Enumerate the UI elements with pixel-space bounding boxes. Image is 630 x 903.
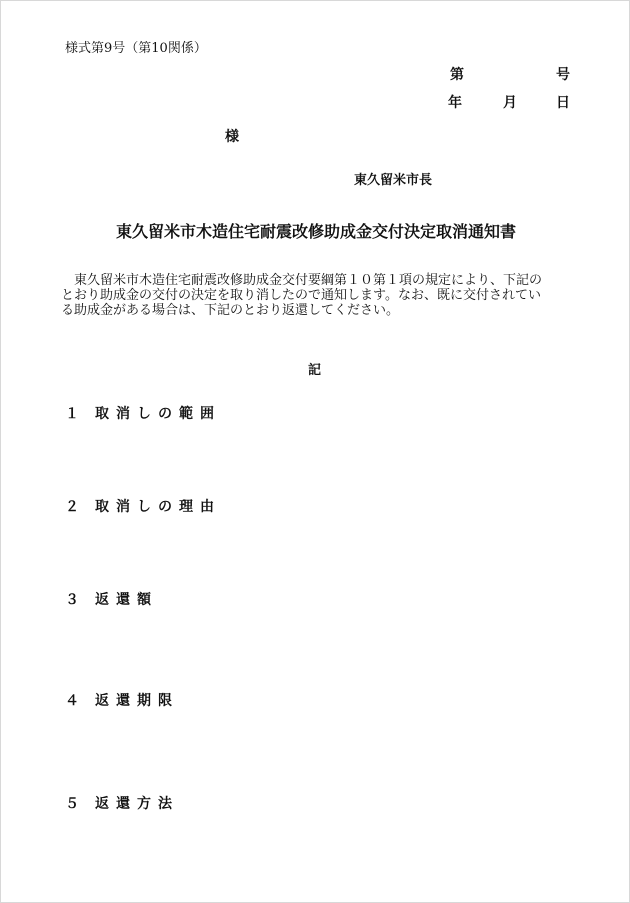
- item-refund-amount: [65, 589, 158, 609]
- item-number: ２: [65, 499, 79, 515]
- item-cancellation-scope: [65, 403, 221, 423]
- form-number: 様式第9号（第10関係）: [65, 41, 207, 56]
- issuer-name: 東久留米市長: [354, 173, 433, 188]
- notice-body-line: とおり助成金の交付の決定を取り消したので通知します。なお、既に交付されてい: [61, 288, 541, 303]
- item-refund-method: [65, 793, 179, 813]
- document-number-go: 号: [556, 67, 570, 83]
- item-label: 返還期限: [95, 693, 179, 709]
- item-number: ５: [65, 796, 79, 812]
- item-number: ３: [65, 592, 79, 608]
- item-cancellation-reason: [65, 496, 221, 516]
- ki-heading: 記: [308, 363, 322, 378]
- item-label: 取消しの理由: [95, 499, 221, 515]
- item-refund-deadline: [65, 690, 179, 710]
- notice-body: [61, 273, 566, 318]
- date-month: 月: [503, 95, 517, 111]
- item-label: 取消しの範囲: [95, 406, 221, 422]
- addressee-suffix: 様: [225, 129, 239, 145]
- notice-body-line: る助成金がある場合は、下記のとおり返還してください。: [61, 303, 400, 318]
- notice-body-line: 東久留米市木造住宅耐震改修助成金交付要綱第１０第１項の規定により、下記の: [61, 273, 543, 288]
- item-number: １: [65, 406, 79, 422]
- document-title: 東久留米市木造住宅耐震改修助成金交付決定取消通知書: [115, 222, 516, 241]
- item-label: 返還額: [95, 592, 158, 608]
- date-year: 年: [448, 95, 462, 111]
- document-number-dai: 第: [450, 67, 464, 83]
- item-label: 返還方法: [95, 796, 179, 812]
- date-day: 日: [556, 95, 570, 111]
- item-number: ４: [65, 693, 79, 709]
